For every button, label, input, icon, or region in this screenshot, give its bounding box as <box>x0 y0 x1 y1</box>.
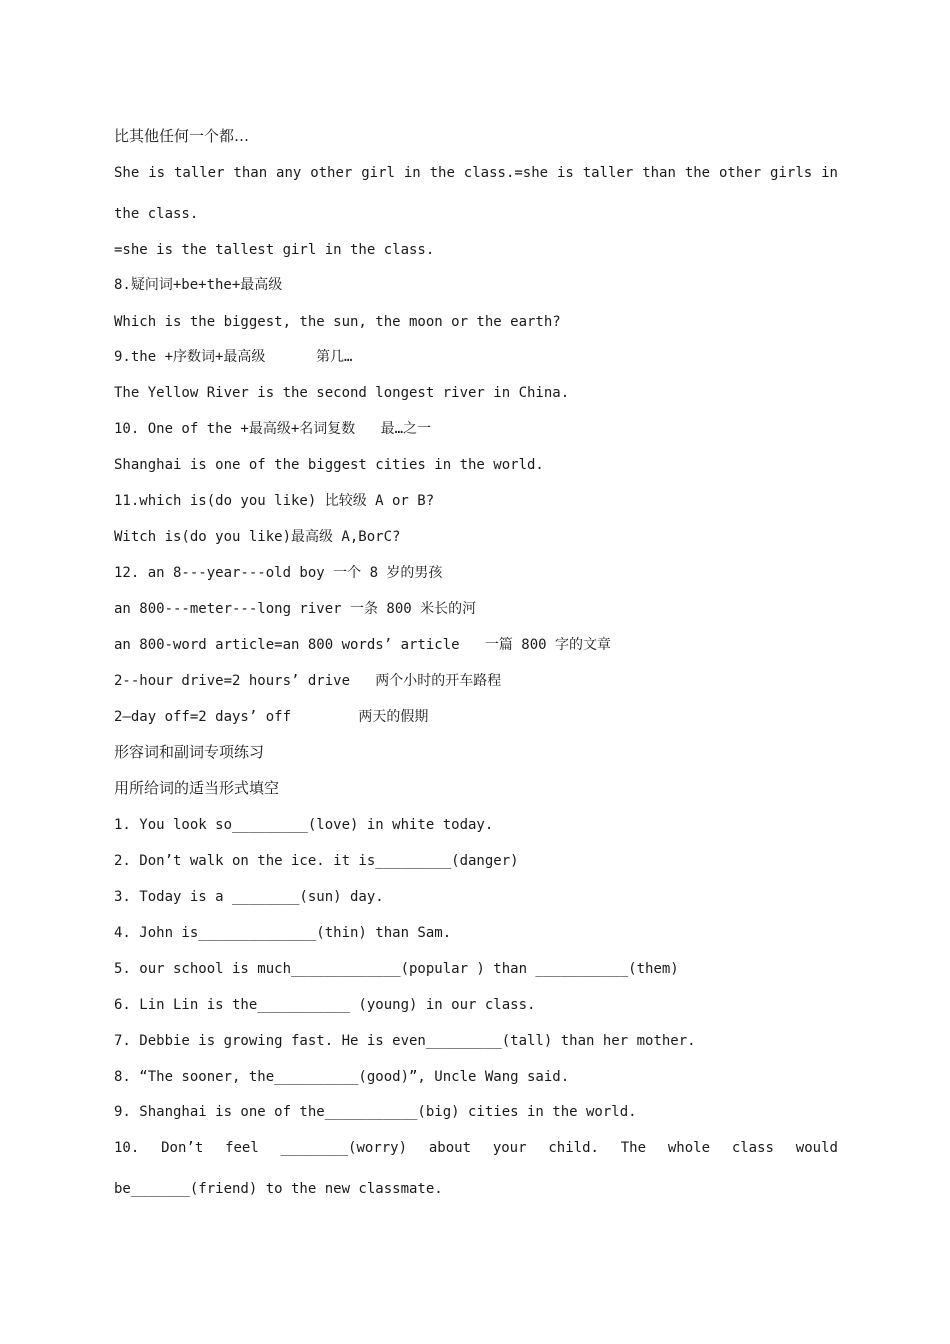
example-phrase: 2--hour drive=2 hours’ drive 两个小时的开车路程 <box>114 673 502 689</box>
exercise-word: ________(worry) <box>280 1140 408 1156</box>
exercise-word: Don’t <box>161 1140 204 1156</box>
example-sentence: Witch is(do you like)最高级 A,BorC? <box>114 529 401 545</box>
sentence-word: the <box>684 165 711 181</box>
exercise-item-9: 9. Shanghai is one of the___________(big) cities in the world. <box>114 1104 637 1120</box>
exercise-item-7: 7. Debbie is growing fast. He is even_________(tall) than her mother. <box>114 1033 696 1049</box>
exercise-item-4: 4. John is______________(thin) than Sam. <box>114 925 452 941</box>
exercise-item-8: 8. “The sooner, the__________(good)”, Uncle Wang said. <box>114 1069 570 1085</box>
sentence-word: is <box>556 165 574 181</box>
exercise-section-title: 形容词和副词专项练习 <box>114 743 265 761</box>
sentence-word: than <box>642 165 676 181</box>
exercise-item-6: 6. Lin Lin is the___________ (young) in our class. <box>114 997 536 1013</box>
section-heading-comparison: 比其他任何一个都… <box>114 127 250 145</box>
exercise-word: your <box>492 1140 527 1156</box>
sentence-word: taller <box>173 165 225 181</box>
rule-8: 8.疑问词+be+the+最高级 <box>114 277 283 293</box>
exercise-word: about <box>428 1140 472 1156</box>
exercise-word: would <box>795 1140 838 1156</box>
sentence-word: girls <box>770 165 813 181</box>
example-phrase: an 800---meter---long river 一条 800 米长的河 <box>114 601 477 617</box>
exercise-word: feel <box>225 1140 259 1156</box>
sentence-word: in <box>403 165 421 181</box>
exercise-item-10 <box>114 1138 838 1158</box>
exercise-word: class <box>731 1140 774 1156</box>
sentence-word: She <box>114 165 140 181</box>
exercise-word: child. <box>548 1140 599 1156</box>
example-sentence: Shanghai is one of the biggest cities in the world. <box>114 457 544 473</box>
exercise-item-1: 1. You look so_________(love) in white today. <box>114 817 494 833</box>
sentence-word: the <box>429 165 455 181</box>
sentence-word: taller <box>582 165 634 181</box>
exercise-item-10-continued: be_______(friend) to the new classmate. <box>114 1181 443 1197</box>
example-phrase: an 800-word article=an 800 words’ article 一篇 800 字的文章 <box>114 637 612 653</box>
rule-10: 10. One of the +最高级+名词复数 最…之一 <box>114 421 432 437</box>
example-phrase: 2—day off=2 days’ off 两天的假期 <box>114 709 429 725</box>
example-sentence-justified <box>114 163 838 183</box>
sentence-word: girl <box>361 165 395 181</box>
exercise-word: The <box>620 1140 647 1156</box>
exercise-item-3: 3. Today is a ________(sun) day. <box>114 889 384 905</box>
sentence-word: any <box>276 165 302 181</box>
rule-9: 9.the +序数词+最高级 第几… <box>114 349 353 365</box>
rule-11: 11.which is(do you like) 比较级 A or B? <box>114 493 435 509</box>
rule-12: 12. an 8---year---old boy 一个 8 岁的男孩 <box>114 565 443 581</box>
sentence-word: other <box>310 165 353 181</box>
example-sentence: =she is the tallest girl in the class. <box>114 242 435 258</box>
sentence-word: other <box>719 165 762 181</box>
example-sentence: Which is the biggest, the sun, the moon or the earth? <box>114 314 561 330</box>
sentence-word: class.=she <box>463 165 549 181</box>
sentence-word: is <box>148 165 166 181</box>
sentence-word: in <box>821 165 838 181</box>
exercise-word: whole <box>667 1140 711 1156</box>
exercise-item-5: 5. our school is much_____________(popular ) than ___________(them) <box>114 961 679 977</box>
exercise-item-2: 2. Don’t walk on the ice. it is_________(danger) <box>114 853 519 869</box>
sentence-word: than <box>233 165 268 181</box>
exercise-instructions: 用所给词的适当形式填空 <box>114 779 280 797</box>
exercise-word: 10. <box>114 1140 140 1156</box>
example-sentence-continued: the class. <box>114 206 199 222</box>
example-sentence: The Yellow River is the second longest river in China. <box>114 385 570 401</box>
